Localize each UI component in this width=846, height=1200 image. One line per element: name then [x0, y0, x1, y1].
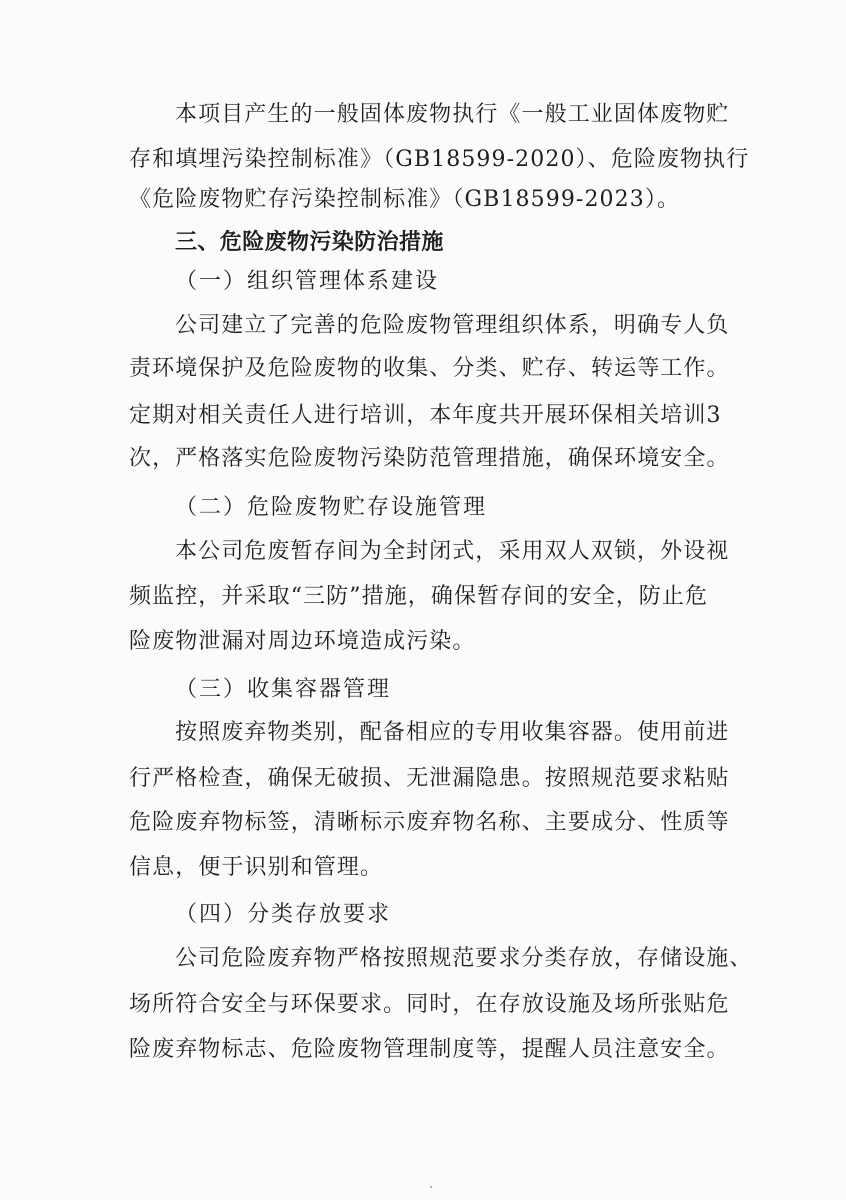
paragraph-line: 次，严格落实危险废物污染防范管理措施，确保环境安全。 — [129, 446, 730, 471]
paragraph-line: 公司建立了完善的危险废物管理组织体系，明确专人负 — [175, 313, 730, 338]
paragraph-line: 危险废弃物标签，清晰标示废弃物名称、主要成分、性质等 — [129, 810, 730, 835]
subsection-heading: （二）危险废物贮存设施管理 — [175, 495, 488, 520]
subsection-heading: （三）收集容器管理 — [175, 677, 392, 702]
subsection-heading: （一）组织管理体系建设 — [175, 269, 440, 294]
paragraph-line: 本公司危废暂存间为全封闭式，采用双人双锁，外设视 — [175, 539, 730, 564]
paragraph-line: 险废物泄漏对周边环境造成污染。 — [129, 629, 476, 654]
paragraph-line: 公司危险废弃物严格按照规范要求分类存放，存储设施、 — [175, 946, 753, 971]
paragraph-line: 责环境保护及危险废物的收集、分类、贮存、转运等工作。 — [129, 356, 730, 381]
paragraph-line: 存和填埋污染控制标准》（GB18599-2020）、危险废物执行 — [129, 147, 750, 172]
paragraph-line: 本项目产生的一般固体废物执行《一般工业固体废物贮 — [175, 102, 730, 127]
paragraph-line: 场所符合安全与环保要求。同时，在存放设施及场所张贴危 — [129, 992, 730, 1017]
paragraph-line: 行严格检查，确保无破损、无泄漏隐患。按照规范要求粘贴 — [129, 766, 730, 791]
paragraph-line: 按照废弃物类别，配备相应的专用收集容器。使用前进 — [175, 720, 730, 745]
paragraph-line: 定期对相关责任人进行培训，本年度共开展环保相关培训3 — [129, 403, 722, 428]
section-title: 三、危险废物污染防治措施 — [175, 230, 444, 255]
paragraph-line: 《危险废物贮存污染控制标准》（GB18599-2023）。 — [129, 187, 681, 212]
paragraph-line: 险废弃物标志、危险废物管理制度等，提醒人员注意安全。 — [129, 1037, 730, 1062]
paragraph-line: 频监控，并采取“三防”措施，确保暂存间的安全，防止危 — [129, 584, 709, 609]
paragraph-line: 信息，便于识别和管理。 — [129, 855, 384, 880]
subsection-heading: （四）分类存放要求 — [175, 902, 392, 927]
scan-speck — [430, 1186, 432, 1188]
